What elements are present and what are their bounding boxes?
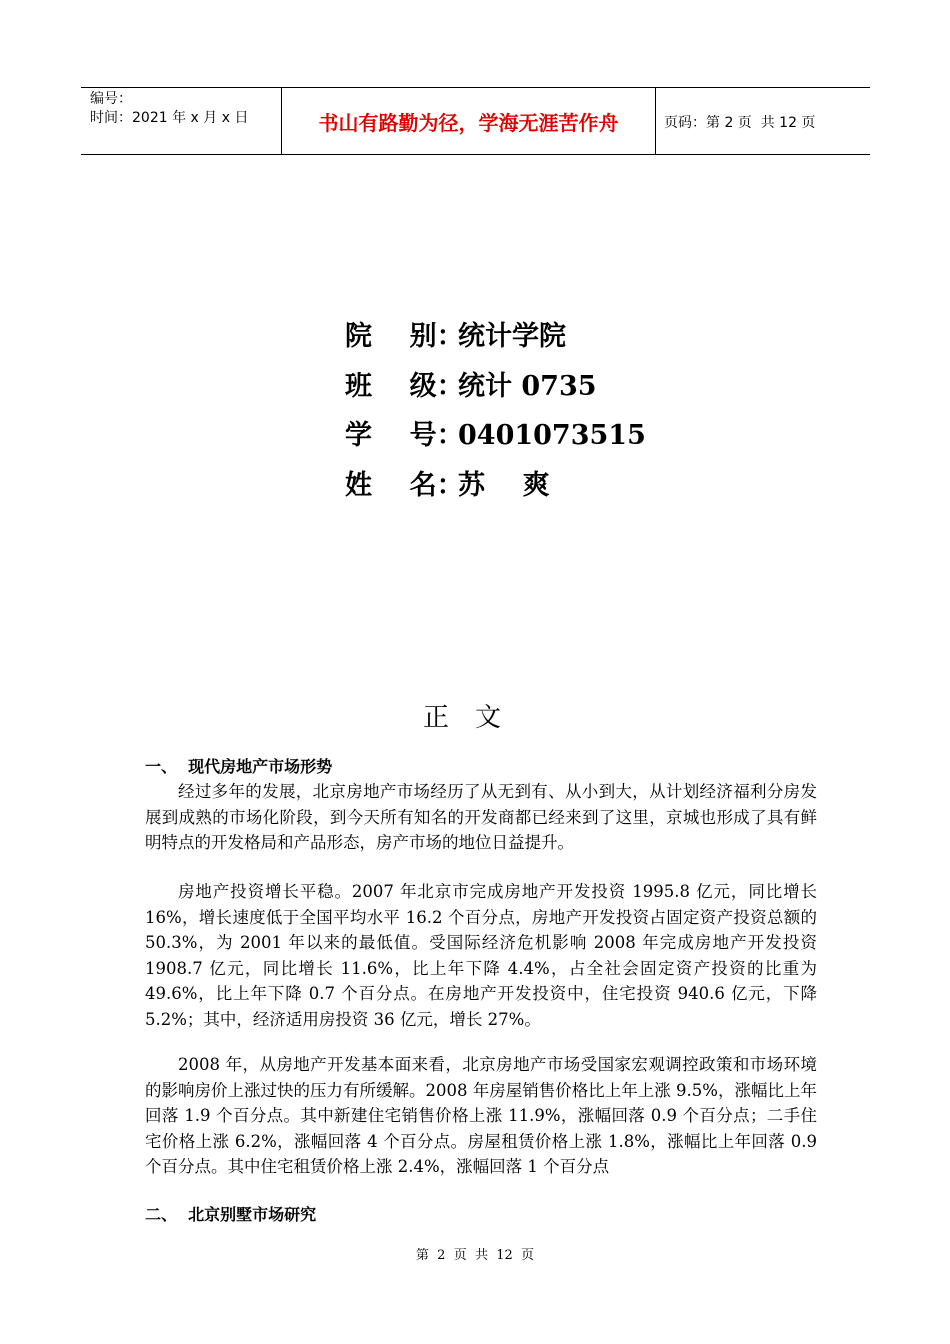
header-motto: 书山有路勤为径，学海无涯苦作舟 [318,111,619,135]
info-row-class [345,362,646,412]
info-label: 姓 名： [345,469,464,501]
header-divider [655,87,656,155]
date-line: 时间：2021 年 x 月 x 日 [90,110,249,126]
number-label: 编号： [90,91,132,107]
heading-2: 二、 北京别墅市场研究 [145,1205,317,1224]
header-rule-bottom [81,154,870,155]
paragraph-text: 房地产投资增长平稳。2007 年北京市完成房地产开发投资 1995.8 亿元，同比增长 16%，增长速度低于全国平均水平 16.2 个百分点，房地产开发投资占固定资产投资总额的 50.3%，为 2001 年以来的最低值。受国际经济危机影响 2008 年完成房地产开发投资 1908.7 亿元，同比增长 11.6%，比上年下降 4.4%，占全社会固定资产投资的比重为 49.6%，比上年下降 0.7 个百分点。在房地产开发投资中，住宅投资 940.6 亿元，下降 5.2%；其中，经济适用房投资 36 亿元，增长 27%。 [145,882,817,1029]
header-page-info: 页码：第 2 页 共 12 页 [664,115,816,131]
body-paragraph-3 [145,1052,817,1180]
info-value: 苏 爽 [458,469,550,501]
info-value: 统计 0735 [458,370,597,402]
body-paragraph-1 [145,779,817,856]
info-row-student-id [345,411,646,461]
info-label: 学 号： [345,420,464,451]
page-footer: 第 2 页 共 12 页 [415,1248,535,1263]
info-row-department [345,312,646,362]
heading-1: 一、 现代房地产市场形势 [145,757,333,776]
header-rule-top [81,87,870,88]
info-value: 0401073515 [458,420,646,451]
student-info [345,312,646,510]
info-label: 院 别： [345,321,464,352]
header-left [90,90,248,128]
info-row-name [345,461,646,511]
section-title: 正文 [422,703,527,733]
info-label: 班 级： [345,370,464,402]
paragraph-text: 2008 年，从房地产开发基本面来看，北京房地产市场受国家宏观调控政策和市场环境的影响房价上涨过快的压力有所缓解。2008 年房屋销售价格比上年上涨 9.5%，涨幅比上年回落 1.9 个百分点。其中新建住宅销售价格上涨 11.9%，涨幅回落 0.9 个百分点；二手住宅价格上涨 6.2%，涨幅回落 4 个百分点。房屋租赁价格上涨 1.8%，涨幅比上年回落 0.9 个百分点。其中住宅租赁价格上涨 2.4%，涨幅回落 1 个百分点 [145,1055,817,1176]
info-value: 统计学院 [458,321,566,352]
body-paragraph-2 [145,879,817,1032]
paragraph-text: 经过多年的发展，北京房地产市场经历了从无到有、从小到大，从计划经济福利分房发展到成熟的市场化阶段，到今天所有知名的开发商都已经来到了这里，京城也形成了具有鲜明特点的开发格局和产品形态，房产市场的地位日益提升。 [145,782,817,852]
